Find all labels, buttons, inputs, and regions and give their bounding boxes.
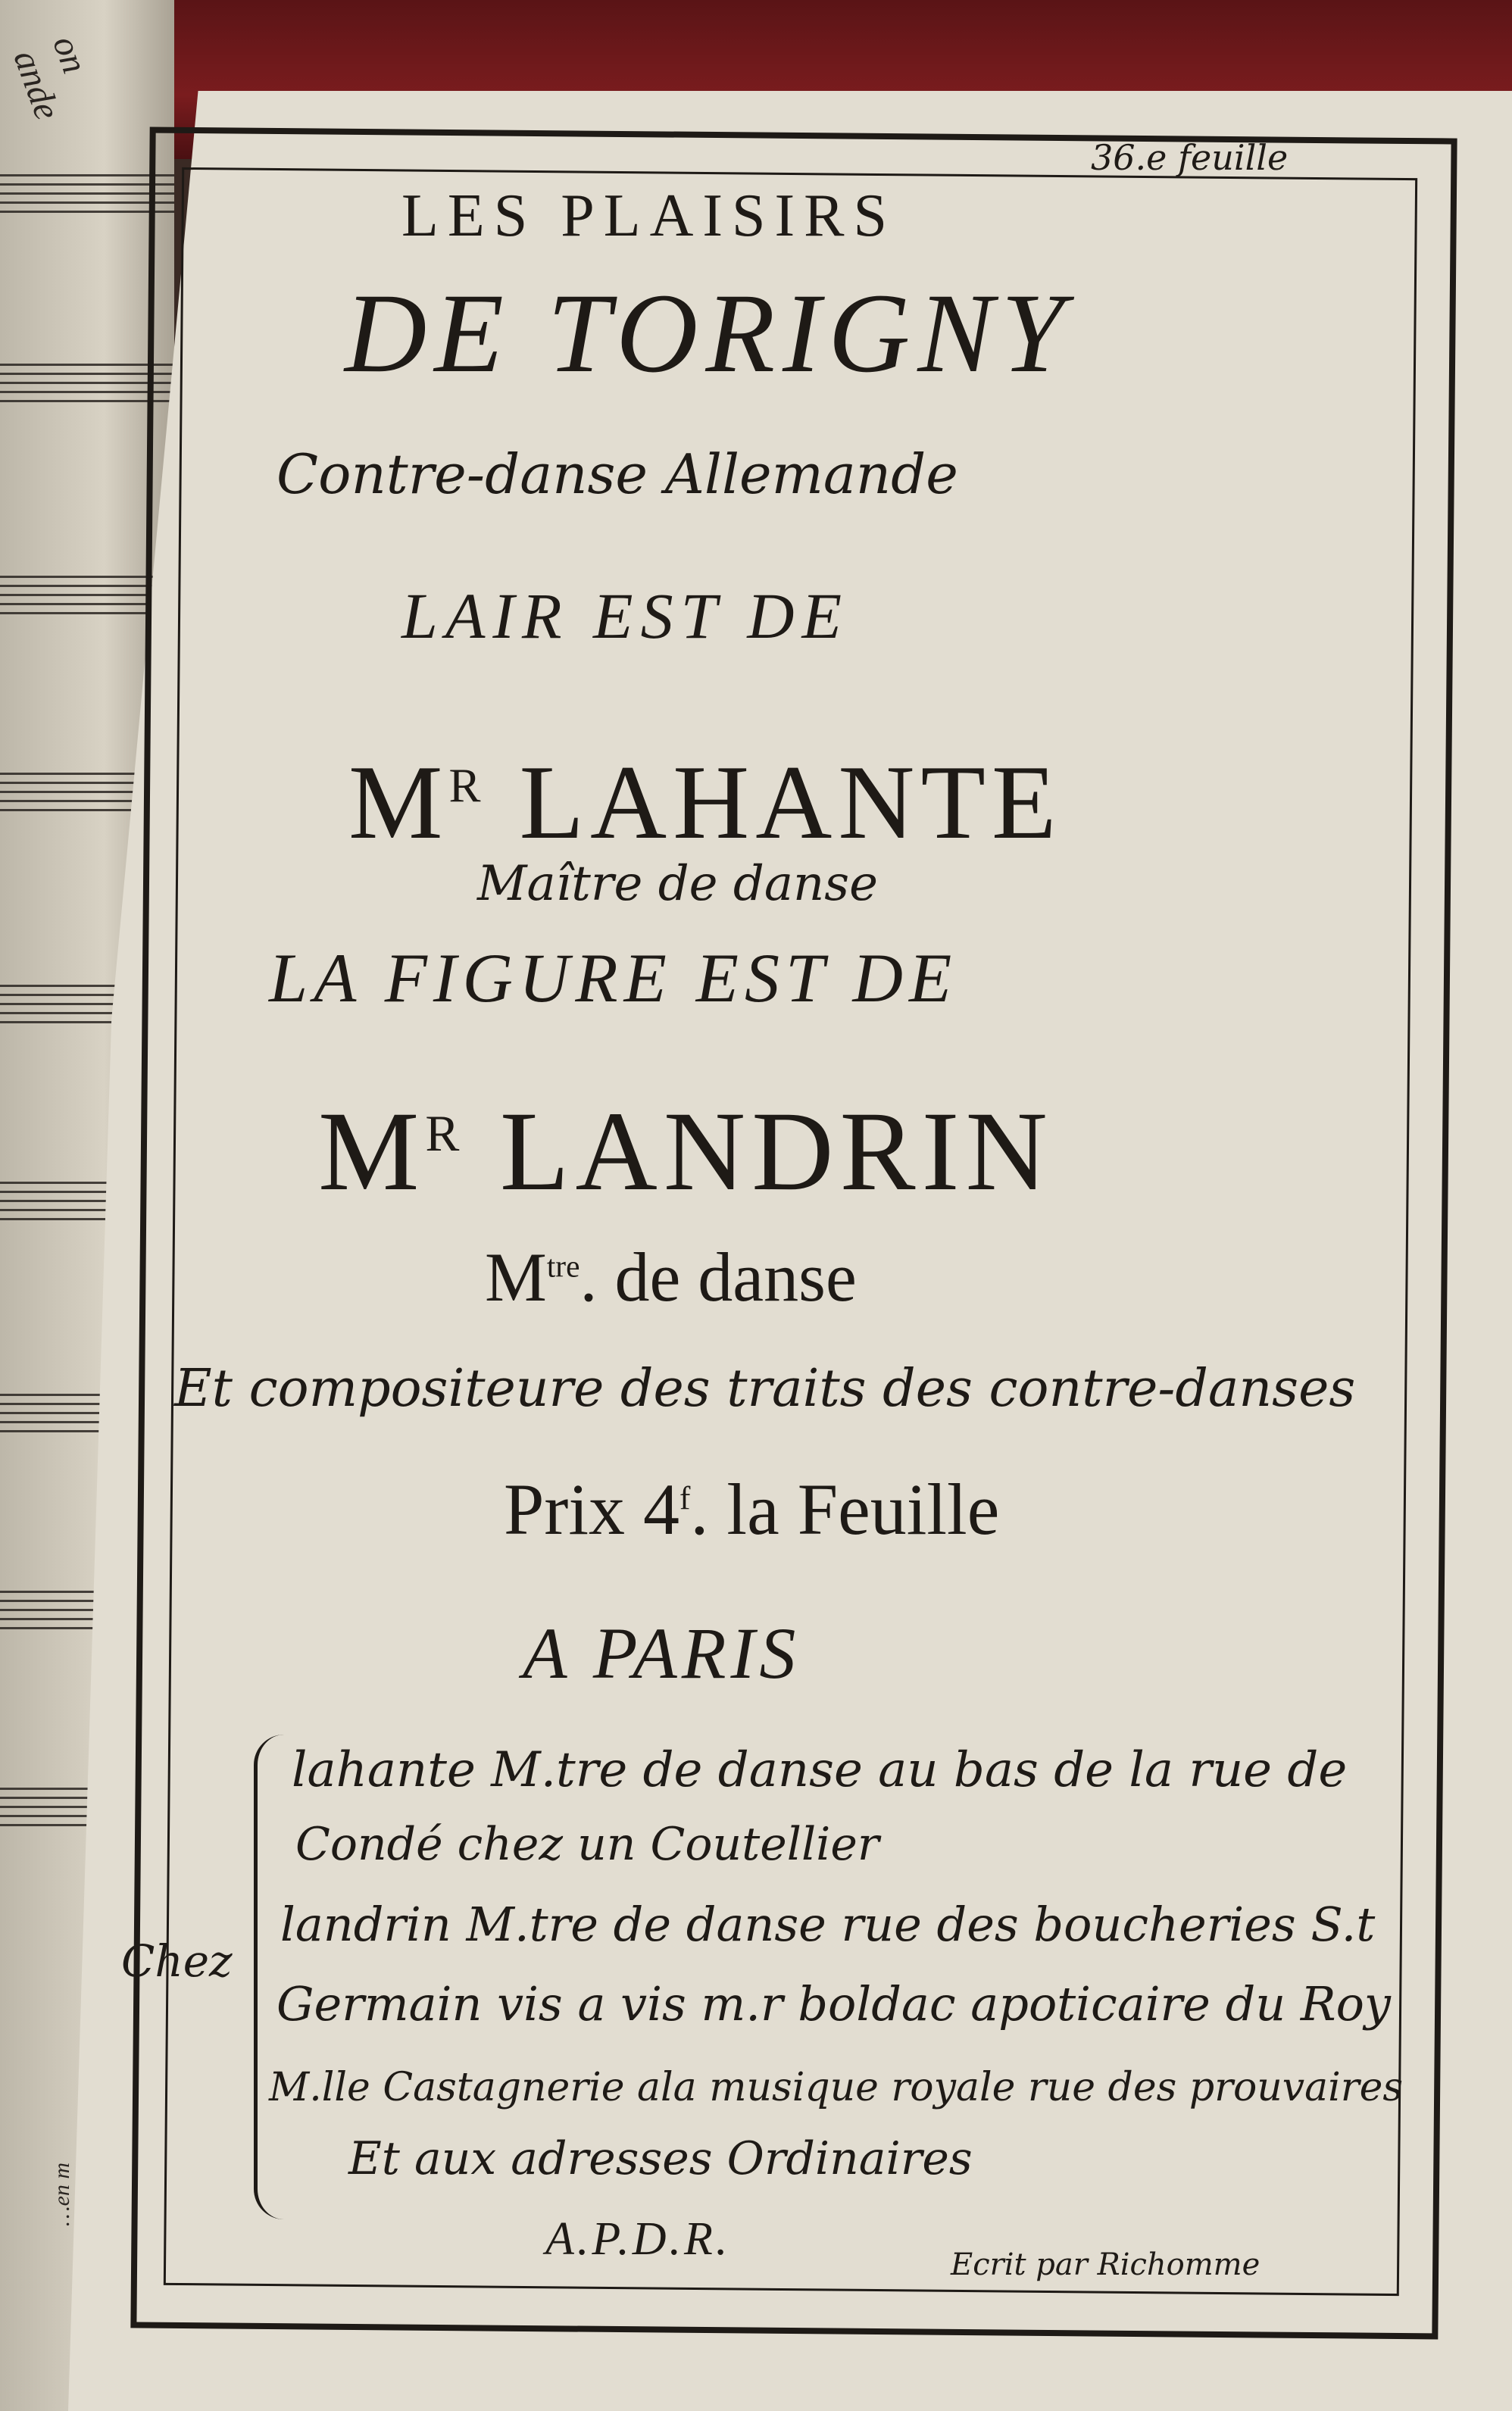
engraver-credit: Ecrit par Richomme [951, 2247, 1261, 2282]
address-line: lahante M.tre de danse au bas de la rue de [292, 1742, 1348, 1798]
air-line: LAIR EST DE [401, 579, 849, 652]
composer-2-name: LANDRIN [499, 1088, 1054, 1214]
composer-1-prefix: M [348, 744, 449, 861]
price-prefix: Prix 4 [504, 1469, 680, 1550]
composer-2-title-prefix: M [485, 1238, 547, 1316]
address-line: landrin M.tre de danse rue des boucheries S.t [280, 1897, 1376, 1952]
figure-line: LA FIGURE EST DE [269, 939, 958, 1017]
address-line: Condé chez un Coutellier [295, 1818, 879, 1871]
composer-1-title: Maître de danse [477, 856, 878, 912]
privilege: A.P.D.R. [545, 2213, 731, 2265]
edge-note: …en m [49, 2162, 75, 2227]
address-line: M.lle Castagnerie ala musique royale rue des prouvaires [269, 2065, 1404, 2110]
composer-1 [348, 744, 1063, 861]
composer-2-title-sup: tre [546, 1248, 580, 1284]
composer-2-title-rest: . de danse [579, 1238, 857, 1316]
music-staff [0, 174, 174, 220]
composer-2-sup: R [425, 1105, 466, 1162]
composer-2-role: Et compositeure des traits des contre-danses [174, 1359, 1356, 1419]
address-line: Et aux adresses Ordinaires [348, 2132, 973, 2185]
address-line: Germain vis a vis m.r boldac apoticaire du Roy [276, 1976, 1391, 2032]
margin-handwriting: on ande [5, 30, 95, 125]
composer-2-prefix: M [318, 1088, 426, 1214]
price [504, 1469, 1000, 1550]
composer-2 [318, 1088, 1054, 1214]
subtitle: Contre-danse Allemande [276, 442, 958, 506]
title-line-1: LES PLAISIRS [401, 183, 896, 249]
composer-2-title [485, 1238, 857, 1316]
composer-1-sup: R [448, 759, 487, 813]
chez-label: Chez [121, 1935, 233, 1987]
price-rest: . la Feuille [690, 1469, 1000, 1550]
price-sup: f [679, 1481, 691, 1516]
composer-1-name: LAHANTE [519, 744, 1063, 861]
title-line-2: DE TORIGNY [345, 270, 1072, 396]
sheet-note: 36.e feuille [1091, 137, 1289, 178]
place: A PARIS [523, 1613, 801, 1694]
